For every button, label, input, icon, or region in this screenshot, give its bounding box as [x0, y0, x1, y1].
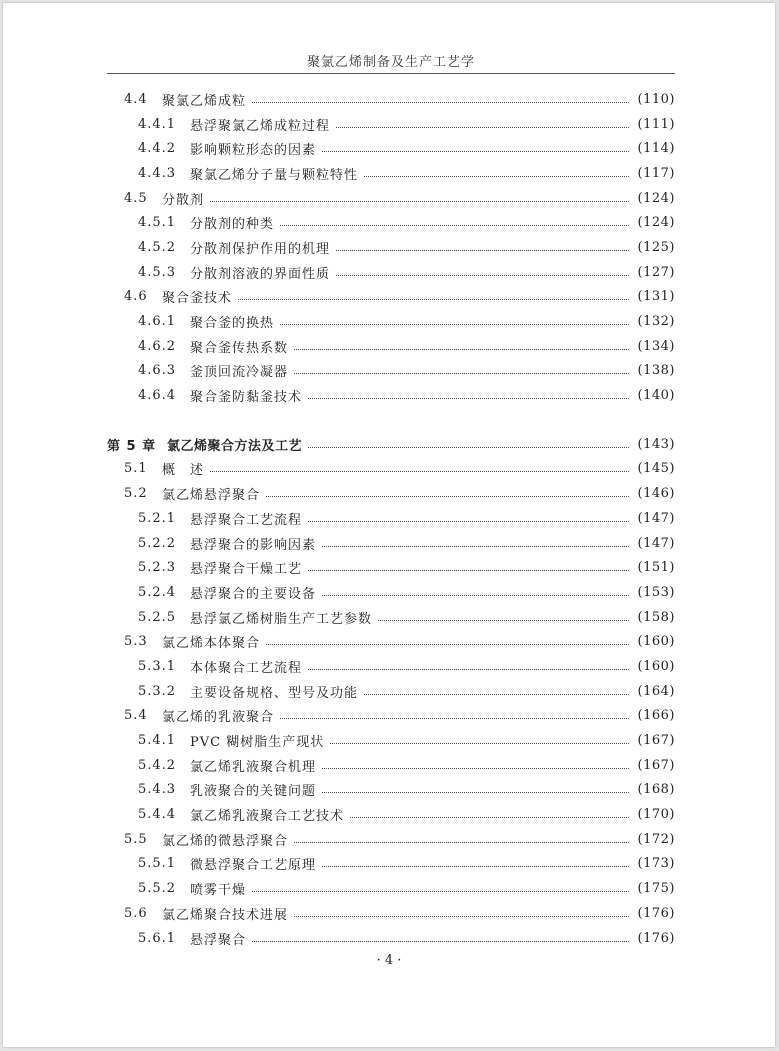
dot-leader [308, 669, 629, 670]
dot-leader [252, 941, 629, 942]
dot-leader [322, 768, 629, 769]
toc-entry-title: 氯乙烯本体聚合 [162, 636, 261, 652]
toc-entry-page: (164) [637, 683, 675, 699]
dot-leader [336, 127, 629, 128]
toc-entry[interactable] [107, 161, 675, 186]
dot-leader [364, 176, 629, 177]
toc-entry-title: 分散剂溶液的界面性质 [190, 266, 331, 282]
toc-entry-page: (153) [637, 584, 675, 600]
toc-entry-page: (176) [637, 930, 675, 946]
toc-entry-page: (176) [637, 905, 675, 921]
toc-entry[interactable] [107, 506, 675, 531]
toc-entry-page: (132) [637, 314, 675, 330]
toc-entry[interactable] [107, 876, 675, 901]
dot-leader [252, 102, 629, 103]
toc-entry-title: 氯乙烯聚合方法及工艺 [167, 438, 303, 454]
toc-entry-page: (167) [637, 757, 675, 773]
toc-entry-page: (151) [637, 560, 675, 576]
toc-entry-number: 5.5.1 [138, 856, 177, 872]
toc-entry[interactable] [107, 457, 675, 482]
toc-entry-number: 5.6 [124, 905, 148, 921]
toc-entry-title: 本体聚合工艺流程 [190, 660, 303, 676]
toc-entry-title: 概 述 [162, 463, 205, 479]
book-page [3, 3, 775, 1047]
dot-leader [280, 225, 629, 226]
toc-entry[interactable] [107, 112, 675, 137]
toc-entry-title: 悬浮聚合工艺流程 [190, 512, 303, 528]
toc-entry-title: 主要设备规格、型号及功能 [190, 685, 359, 701]
toc-entry[interactable] [107, 802, 675, 827]
toc-entry-number: 4.5.2 [138, 239, 177, 255]
toc-entry[interactable] [107, 87, 675, 112]
toc-entry-number: 5.2.2 [138, 535, 177, 551]
toc-entry[interactable] [107, 580, 675, 605]
dot-leader [252, 891, 629, 892]
toc-entry[interactable] [107, 186, 675, 211]
toc-entry-page: (125) [637, 239, 675, 255]
toc-entry-title: 悬浮聚合的影响因素 [190, 537, 317, 553]
toc-entry-title: 聚合釜防黏釜技术 [190, 390, 303, 406]
toc-entry-number: 5.5 [124, 831, 148, 847]
toc-entry-page: (160) [637, 634, 675, 650]
toc-entry-number: 第 5 章 [107, 438, 157, 454]
toc-entry[interactable] [107, 136, 675, 161]
toc-entry-page: (166) [637, 708, 675, 724]
toc-entry-page: (111) [637, 116, 675, 132]
toc-entry-number: 5.3.2 [138, 683, 177, 699]
toc-entry-number: 5.3.1 [138, 658, 177, 674]
toc-entry-page: (124) [637, 190, 675, 206]
toc-entry-number: 4.5 [124, 190, 148, 206]
toc-entry-number: 5.6.1 [138, 930, 177, 946]
dot-leader [280, 324, 629, 325]
toc-entry-title: PVC 糊树脂生产现状 [190, 735, 325, 751]
toc-entry-number: 4.5.3 [138, 264, 177, 280]
dot-leader [378, 620, 629, 621]
toc-entry[interactable] [107, 778, 675, 803]
dot-leader [308, 521, 629, 522]
toc-entry[interactable] [107, 753, 675, 778]
dot-leader [294, 842, 629, 843]
toc-entry-title: 悬浮聚氯乙烯成粒过程 [190, 118, 331, 134]
toc-entry[interactable] [107, 728, 675, 753]
page-number: · 4 · [376, 953, 402, 968]
toc-entry-number: 5.3 [124, 634, 148, 650]
dot-leader [322, 866, 629, 867]
toc-entry-page: (167) [637, 733, 675, 749]
toc-entry[interactable] [107, 827, 675, 852]
dot-leader [350, 817, 629, 818]
toc-entry-page: (145) [637, 461, 675, 477]
table-of-contents [107, 87, 675, 950]
toc-entry[interactable] [107, 926, 675, 951]
toc-entry[interactable] [107, 481, 675, 506]
toc-entry-title: 釜顶回流冷凝器 [190, 365, 289, 381]
toc-entry-number: 4.4.3 [138, 165, 177, 181]
toc-entry-page: (172) [637, 831, 675, 847]
toc-entry-page: (140) [637, 388, 675, 404]
dot-leader [210, 201, 629, 202]
toc-entry-title: 喷雾干燥 [190, 883, 247, 899]
toc-entry[interactable] [107, 852, 675, 877]
toc-entry[interactable] [107, 309, 675, 334]
toc-entry[interactable] [107, 383, 675, 408]
toc-entry-number: 5.2.4 [138, 584, 177, 600]
toc-entry-page: (138) [637, 363, 675, 379]
dot-leader [322, 792, 629, 793]
toc-entry-title: 分散剂保护作用的机理 [190, 241, 331, 257]
toc-entry-title: 分散剂 [162, 192, 205, 208]
toc-entry-page: (160) [637, 658, 675, 674]
header-rule [107, 73, 675, 74]
dot-leader [330, 743, 629, 744]
toc-entry[interactable] [107, 359, 675, 384]
toc-entry-number: 4.6.1 [138, 314, 177, 330]
toc-entry-page: (173) [637, 856, 675, 872]
toc-entry-page: (124) [637, 215, 675, 231]
dot-leader [308, 447, 629, 448]
toc-entry-title: 聚合釜的换热 [190, 316, 275, 332]
toc-entry-number: 5.2 [124, 486, 148, 502]
dot-leader [294, 373, 629, 374]
toc-entry[interactable] [107, 555, 675, 580]
toc-entry-title: 微悬浮聚合工艺原理 [190, 858, 317, 874]
dot-leader [308, 570, 629, 571]
dot-leader [322, 546, 629, 547]
toc-entry-title: 影响颗粒形态的因素 [190, 143, 317, 159]
toc-entry-page: (175) [637, 881, 675, 897]
toc-entry-number: 5.4.4 [138, 807, 177, 823]
toc-entry-title: 氯乙烯乳液聚合机理 [190, 759, 317, 775]
toc-entry-page: (170) [637, 807, 675, 823]
toc-entry-number: 4.5.1 [138, 215, 177, 231]
toc-entry-number: 4.6.4 [138, 388, 177, 404]
toc-entry-title: 聚氯乙烯成粒 [162, 93, 247, 109]
toc-entry[interactable] [107, 901, 675, 926]
toc-entry-page: (114) [637, 141, 675, 157]
toc-entry-page: (143) [637, 436, 675, 452]
dot-leader [308, 398, 629, 399]
toc-entry-title: 氯乙烯聚合技术进展 [162, 907, 289, 923]
dot-leader [266, 644, 629, 645]
dot-leader [266, 496, 629, 497]
toc-entry-number: 5.2.5 [138, 609, 177, 625]
dot-leader [280, 718, 629, 719]
toc-entry-page: (147) [637, 510, 675, 526]
toc-entry-title: 悬浮氯乙烯树脂生产工艺参数 [190, 611, 373, 627]
toc-entry-number: 5.4.3 [138, 782, 177, 798]
toc-entry-number: 5.4.1 [138, 733, 177, 749]
toc-entry-page: (131) [637, 289, 675, 305]
toc-entry-number: 5.2.3 [138, 560, 177, 576]
toc-entry-number: 4.4 [124, 91, 148, 107]
toc-entry-title: 乳液聚合的关键问题 [190, 784, 317, 800]
toc-entry-page: (168) [637, 782, 675, 798]
toc-entry-title: 聚氯乙烯分子量与颗粒特性 [190, 167, 359, 183]
toc-entry-number: 5.2.1 [138, 510, 177, 526]
toc-entry-title: 氯乙烯乳液聚合工艺技术 [190, 809, 345, 825]
toc-entry-title: 聚合釜传热系数 [190, 340, 289, 356]
toc-entry-page: (146) [637, 486, 675, 502]
toc-entry-number: 4.6.2 [138, 338, 177, 354]
dot-leader [336, 250, 629, 251]
toc-entry[interactable] [107, 432, 675, 457]
toc-entry-title: 悬浮聚合 [190, 932, 247, 948]
toc-entry-number: 4.6 [124, 289, 148, 305]
dot-leader [322, 151, 629, 152]
toc-entry[interactable] [107, 260, 675, 285]
toc-entry-number: 5.5.2 [138, 881, 177, 897]
toc-entry[interactable] [107, 531, 675, 556]
toc-entry-number: 5.4.2 [138, 757, 177, 773]
toc-entry-title: 悬浮聚合干燥工艺 [190, 562, 303, 578]
toc-entry-title: 氯乙烯的微悬浮聚合 [162, 833, 289, 849]
toc-entry-title: 悬浮聚合的主要设备 [190, 586, 317, 602]
toc-entry[interactable] [107, 704, 675, 729]
dot-leader [364, 694, 629, 695]
toc-entry-page: (158) [637, 609, 675, 625]
toc-entry-page: (147) [637, 535, 675, 551]
toc-entry[interactable] [107, 605, 675, 630]
toc-entry-title: 氯乙烯的乳液聚合 [162, 710, 275, 726]
dot-leader [322, 595, 629, 596]
toc-entry-number: 4.4.2 [138, 141, 177, 157]
toc-entry[interactable] [107, 654, 675, 679]
dot-leader [294, 916, 629, 917]
toc-entry-number: 4.6.3 [138, 363, 177, 379]
toc-entry-page: (127) [637, 264, 675, 280]
toc-entry-title: 聚合釜技术 [162, 291, 233, 307]
toc-entry-page: (134) [637, 338, 675, 354]
toc-entry-page: (110) [637, 91, 675, 107]
running-header: 聚氯乙烯制备及生产工艺学 [306, 55, 475, 70]
dot-leader [210, 471, 629, 472]
toc-entry[interactable] [107, 210, 675, 235]
toc-entry[interactable] [107, 285, 675, 310]
toc-entry-page: (117) [637, 165, 675, 181]
toc-entry-title: 分散剂的种类 [190, 217, 275, 233]
dot-leader [294, 349, 629, 350]
dot-leader [336, 275, 629, 276]
toc-entry-title: 氯乙烯悬浮聚合 [162, 488, 261, 504]
toc-entry-number: 4.4.1 [138, 116, 177, 132]
dot-leader [238, 299, 629, 300]
toc-entry[interactable] [107, 629, 675, 654]
toc-entry[interactable] [107, 334, 675, 359]
toc-entry-number: 5.4 [124, 708, 148, 724]
toc-entry[interactable] [107, 235, 675, 260]
toc-entry[interactable] [107, 679, 675, 704]
toc-entry-number: 5.1 [124, 461, 148, 477]
